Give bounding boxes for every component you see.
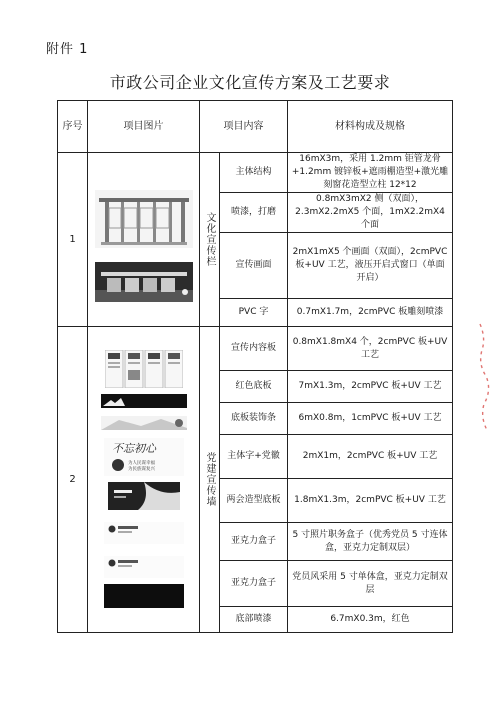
item-spec: 2mX1m，2cmPVC 板+UV 工艺 <box>288 435 453 479</box>
bulletin-board-frame-image <box>95 190 193 248</box>
item-name: 红色底板 <box>220 371 288 403</box>
bottom-paint-image <box>104 584 184 608</box>
row-category: 文化宣传栏 <box>200 153 220 327</box>
item-spec: 6.7mX0.3m，红色 <box>288 607 453 633</box>
table-row <box>58 327 453 371</box>
bulletin-board-photo-image <box>95 262 193 302</box>
table-row <box>58 153 453 193</box>
decor-strip-image <box>101 416 187 430</box>
item-spec: 2mX1mX5 个画面（双面），2cmPVC 板+UV 工艺，液压开启式窗口（单面开启） <box>288 233 453 299</box>
row-seq: 2 <box>58 327 88 633</box>
slogan-subtext-1: 为人民谋幸福 <box>127 460 155 466</box>
row-category: 党建宣传墙 <box>200 327 220 633</box>
party-content-panels-image <box>105 350 183 388</box>
item-spec: 5 寸照片职务盒子（优秀党员 5 寸连体盒，亚克力定制双层） <box>288 523 453 561</box>
header-materials: 材料构成及规格 <box>288 101 453 153</box>
slogan-subtext-2: 为民族谋复兴 <box>127 466 155 472</box>
table-header-row <box>58 101 453 153</box>
header-seq: 序号 <box>58 101 88 153</box>
item-spec: 0.8mX3mX2 侧（双面），2.3mX2.2mX5 个面，1mX2.2mX4 个面 <box>288 193 453 233</box>
row-image-cell <box>88 153 200 327</box>
item-spec: 党员风采用 5 寸单体盒，亚克力定制双层 <box>288 561 453 607</box>
item-name: 主体结构 <box>220 153 288 193</box>
item-spec: 1.8mX1.3m，2cmPVC 板+UV 工艺 <box>288 479 453 523</box>
acrylic-box-photo-image <box>104 522 184 544</box>
acrylic-box-member-image <box>104 556 184 578</box>
item-name: 亚克力盒子 <box>220 523 288 561</box>
item-name: PVC 字 <box>220 299 288 327</box>
slogan-party-emblem-image <box>104 438 184 476</box>
item-spec: 0.8mX1.8mX4 个，2cmPVC 板+UV 工艺 <box>288 327 453 371</box>
item-name: 两会造型底板 <box>220 479 288 523</box>
row-image-cell <box>88 327 200 633</box>
item-spec: 16mX3m，采用 1.2mm 钜管龙骨+1.2mm 镀锌板+遮雨棚造型+激光雕刻窗花造型立柱 12*12 <box>288 153 453 193</box>
red-base-board-image <box>101 394 187 408</box>
item-name: 底板装饰条 <box>220 403 288 435</box>
two-sessions-board-image <box>108 482 180 510</box>
header-image: 项目图片 <box>88 101 200 153</box>
item-name: 宣传内容板 <box>220 327 288 371</box>
red-ink-mark <box>476 320 494 440</box>
spec-table <box>57 100 453 633</box>
slogan-text: 不忘初心 <box>111 441 156 455</box>
item-name: 宣传画面 <box>220 233 288 299</box>
document-title: 市政公司企业文化宣传方案及工艺要求 <box>109 73 391 92</box>
item-name: 亚克力盒子 <box>220 561 288 607</box>
item-name: 喷漆，打磨 <box>220 193 288 233</box>
attachment-label: 附件 1 <box>46 42 89 57</box>
header-content: 项目内容 <box>200 101 288 153</box>
item-spec: 7mX1.3m，2cmPVC 板+UV 工艺 <box>288 371 453 403</box>
item-name: 底部喷漆 <box>220 607 288 633</box>
item-spec: 0.7mX1.7m，2cmPVC 板雕刻喷漆 <box>288 299 453 327</box>
item-name: 主体字+党徽 <box>220 435 288 479</box>
row-seq: 1 <box>58 153 88 327</box>
item-spec: 6mX0.8m，1cmPVC 板+UV 工艺 <box>288 403 453 435</box>
